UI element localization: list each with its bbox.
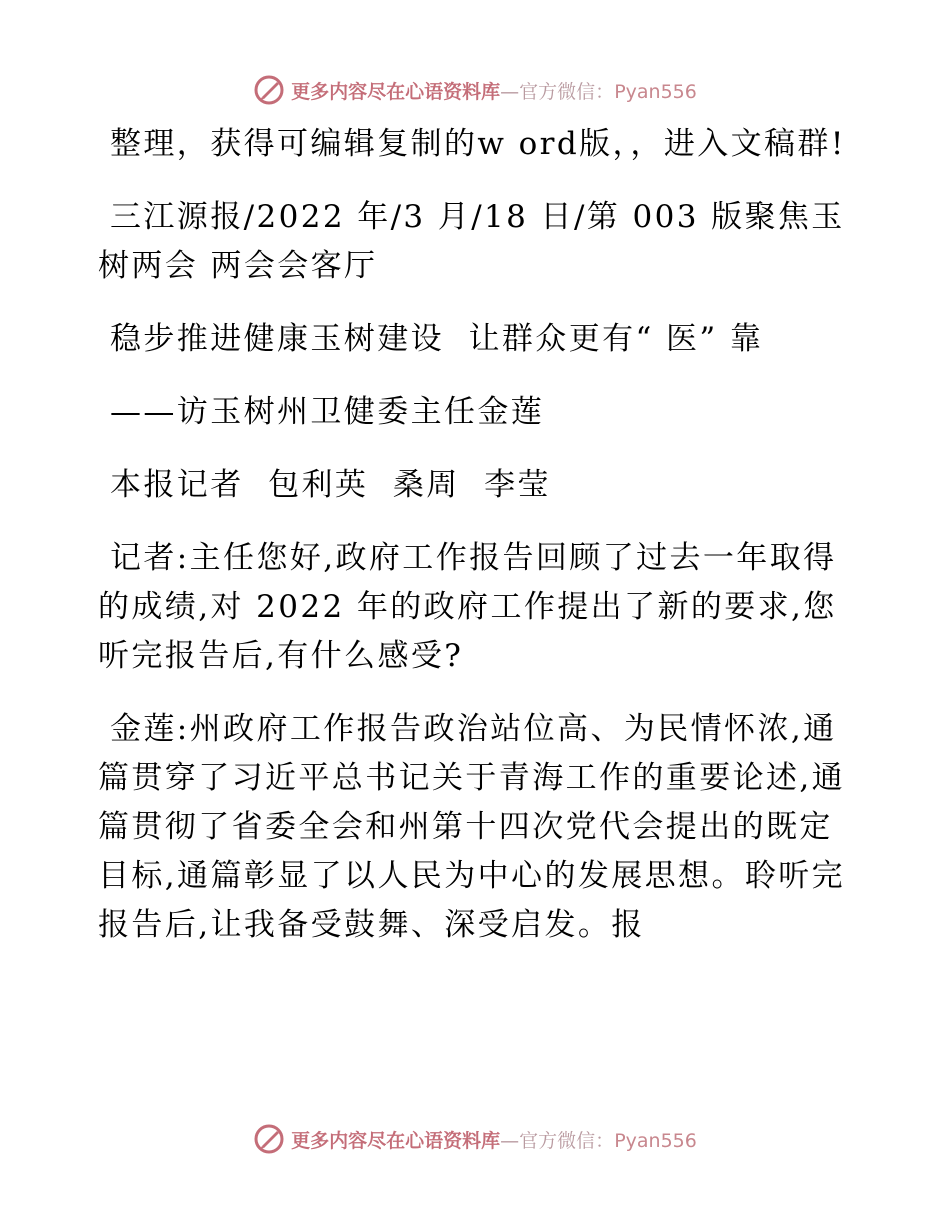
footer-banner <box>0 1119 950 1159</box>
article-byline: 本报记者 包利英 桑周 李莹 <box>110 467 551 503</box>
banner-separator: —官方微信： <box>500 80 615 103</box>
header-banner <box>0 70 950 110</box>
banner-wechat-id: Pyan556 <box>614 80 697 103</box>
quill-seal-icon <box>253 74 285 106</box>
banner-wechat-id: Pyan556 <box>614 1129 697 1152</box>
document-body <box>98 120 858 950</box>
article-headline: 稳步推进健康玉树建设 让群众更有“ 医” 靠 <box>110 321 764 357</box>
paragraph-intro: 整理，获得可编辑复制的w ord版，，进入文稿群! <box>110 126 846 162</box>
banner-title: 更多内容尽在心语资料库 <box>291 80 501 103</box>
banner-text <box>291 1126 697 1153</box>
paragraph-source: 三江源报/2022 年/3 月/18 日/第 003 版聚焦玉树两会 两会会客厅 <box>98 199 845 284</box>
paragraph-question: 记者:主任您好,政府工作报告回顾了过去一年取得的成绩,对 2022 年的政府工作提出了新的要求,您听完报告后,有什么感受? <box>98 540 837 674</box>
article-subheadline: ——访玉树州卫健委主任金莲 <box>110 394 545 430</box>
banner-separator: —官方微信： <box>500 1129 615 1152</box>
quill-seal-icon <box>253 1123 285 1155</box>
banner-text <box>291 77 697 104</box>
paragraph-answer: 金莲:州政府工作报告政治站位高、为民情怀浓,通篇贯穿了习近平总书记关于青海工作的重要论述,通篇贯彻了省委全会和州第十四次党代会提出的既定目标,通篇彰显了以人民为中心的发展思想。聆听完报告后,让我备受鼓舞、深受启发。报 <box>98 711 846 943</box>
banner-title: 更多内容尽在心语资料库 <box>291 1129 501 1152</box>
